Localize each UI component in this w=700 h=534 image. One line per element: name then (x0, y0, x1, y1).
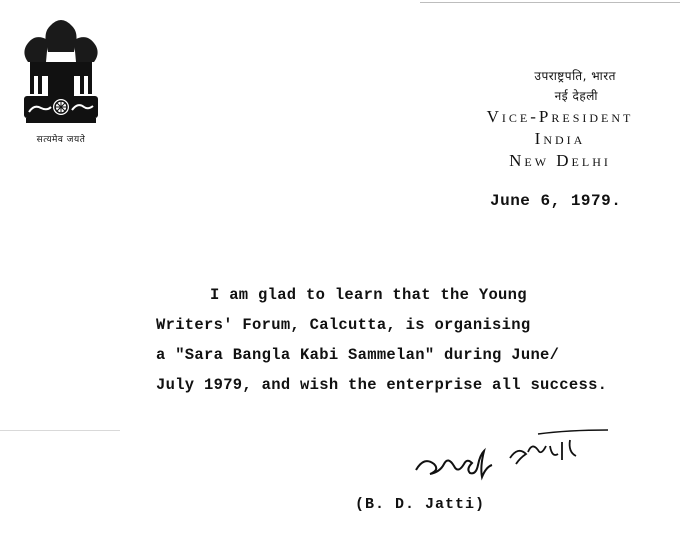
typed-signatory-name: (B. D. Jatti) (355, 496, 486, 513)
body-line: a "Sara Bangla Kabi Sammelan" during June/ (156, 346, 560, 364)
body-line: I am glad to learn that the Young (210, 286, 527, 304)
signature-icon (410, 428, 620, 488)
office-title: Vice-President (486, 107, 634, 126)
handwritten-signature (410, 428, 620, 488)
body-line: July 1979, and wish the enterprise all success. (156, 376, 608, 394)
hindi-city-line: नई देहली (554, 89, 598, 103)
country-line: India (534, 129, 586, 148)
letterhead-address (400, 66, 660, 172)
scan-artifact (420, 2, 680, 3)
city-line: New Delhi (509, 151, 611, 170)
letter-body (156, 280, 686, 400)
scan-artifact (0, 430, 120, 431)
national-emblem (20, 12, 102, 148)
lion-capital-emblem-icon (20, 12, 102, 130)
body-line: Writers' Forum, Calcutta, is organising (156, 316, 531, 334)
letter-date: June 6, 1979. (490, 192, 622, 210)
emblem-motto: सत्यमेव जयते (36, 135, 86, 145)
hindi-office-line: उपराष्ट्रपति, भारत (534, 69, 616, 83)
